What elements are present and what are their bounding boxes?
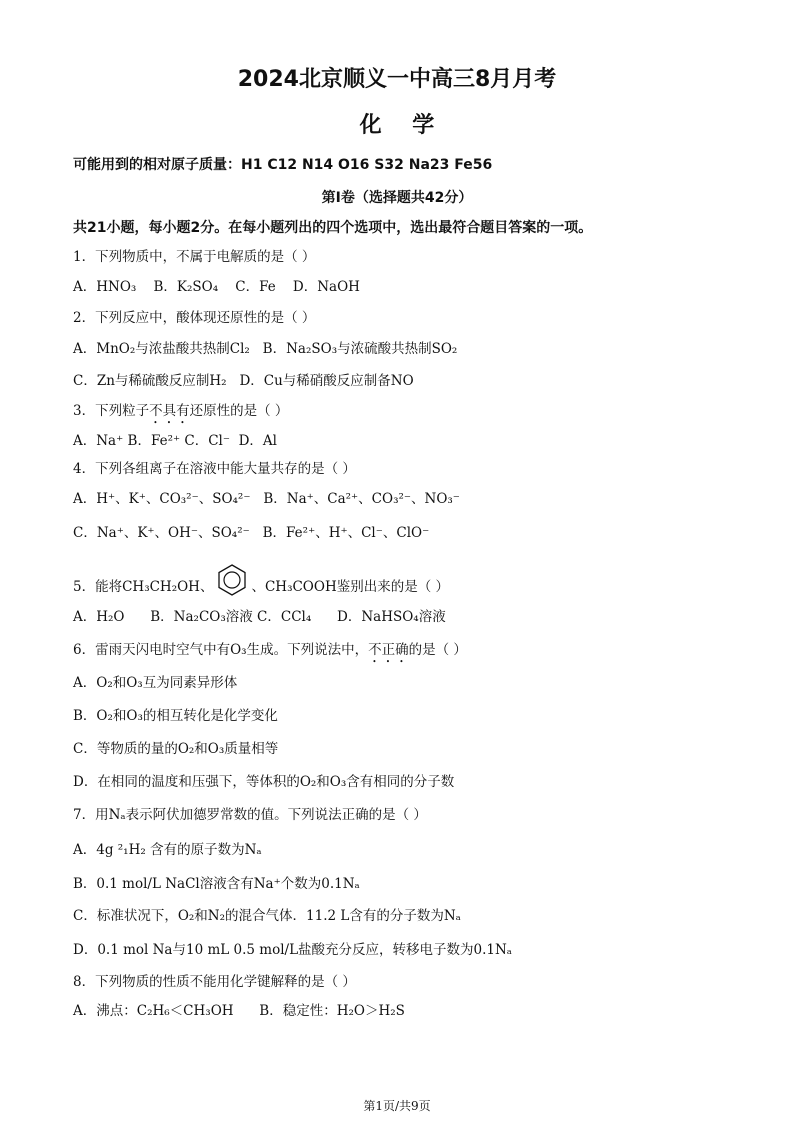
- q3-stem-emphasis: 不具有: [149, 403, 190, 419]
- q2-stem: 2．下列反应中，酸体现还原性的是（ ）: [73, 310, 316, 326]
- q7-option-d: D．0.1 mol Na与10 mL 0.5 mol/L盐酸充分反应，转移电子数为0.1Nₐ: [73, 942, 513, 958]
- q5-stem-a: 5．能将CH₃CH₂OH、: [73, 579, 214, 595]
- instruction: 共21小题，每小题2分。在每小题列出的四个选项中，选出最符合题目答案的一项。: [73, 220, 593, 236]
- q8-stem: 8．下列物质的性质不能用化学键解释的是（ ）: [73, 974, 356, 990]
- benzene-ring-icon: [215, 563, 249, 612]
- q5-stem-b: 、CH₃COOH鉴别出来的是（ ）: [251, 579, 450, 595]
- q6-option-d: D．在相同的温度和压强下，等体积的O₂和O₃含有相同的分子数: [73, 774, 455, 790]
- q3-stem-a: 3．下列粒子: [73, 403, 150, 419]
- atomic-masses: 可能用到的相对原子质量：H1 C12 N14 O16 S32 Na23 Fe56: [73, 157, 493, 173]
- q7-option-a: A．4g ²₁H₂ 含有的原子数为Nₐ: [73, 842, 262, 858]
- q3-options: A．Na⁺ B．Fe²⁺ C．Cl⁻ D．Al: [73, 433, 277, 449]
- q2-options-cd: C．Zn与稀硫酸反应制H₂ D．Cu与稀硝酸反应制备NO: [73, 373, 414, 389]
- q1-stem: 1．下列物质中，不属于电解质的是（ ）: [73, 249, 316, 265]
- section-heading: 第Ⅰ卷（选择题共42分）: [321, 190, 473, 206]
- q6-stem-c: 的是（ ）: [408, 642, 467, 658]
- q6-option-c: C．等物质的量的O₂和O₃质量相等: [73, 741, 279, 757]
- q2-options-ab: A．MnO₂与浓盐酸共热制Cl₂ B．Na₂SO₃与浓硫酸共热制SO₂: [73, 341, 458, 357]
- q7-option-b: B．0.1 mol/L NaCl溶液含有Na⁺个数为0.1Nₐ: [73, 876, 360, 892]
- q3-stem: [73, 402, 288, 427]
- q7-option-c: C．标准状况下，O₂和N₂的混合气体．11.2 L含有的分子数为Nₐ: [73, 908, 461, 924]
- q6-option-a: A．O₂和O₃互为同素异形体: [73, 675, 238, 691]
- subject-title: 化 学: [359, 113, 435, 138]
- q4-options-ab: A．H⁺、K⁺、CO₃²⁻、SO₄²⁻ B．Na⁺、Ca²⁺、CO₃²⁻、NO₃⁻: [73, 491, 460, 507]
- q6-option-b: B．O₂和O₃的相互转化是化学变化: [73, 708, 278, 724]
- page-footer: 第1页/共9页: [363, 1099, 431, 1113]
- q5-stem: [73, 563, 449, 612]
- q6-stem-a: 6．雷雨天闪电时空气中有O₃生成。下列说法中，: [73, 642, 369, 658]
- q8-options: A．沸点：C₂H₆＜CH₃OH B．稳定性：H₂O＞H₂S: [73, 1003, 405, 1019]
- q4-stem: 4．下列各组离子在溶液中能大量共存的是（ ）: [73, 461, 356, 477]
- q3-stem-c: 还原性的是（ ）: [189, 403, 289, 419]
- exam-title: 2024北京顺义一中高三8月月考: [237, 67, 557, 92]
- q7-stem: 7．用Nₐ表示阿伏加德罗常数的值。下列说法正确的是（ ）: [73, 807, 427, 823]
- q5-options: A．H₂O B．Na₂CO₃溶液 C．CCl₄ D．NaHSO₄溶液: [73, 609, 446, 625]
- q4-options-cd: C．Na⁺、K⁺、OH⁻、SO₄²⁻ B．Fe²⁺、H⁺、Cl⁻、ClO⁻: [73, 525, 430, 541]
- q6-stem: [73, 641, 467, 666]
- q1-options: A．HNO₃ B．K₂SO₄ C．Fe D．NaOH: [73, 279, 360, 295]
- q6-stem-emphasis: 不正确: [368, 642, 409, 658]
